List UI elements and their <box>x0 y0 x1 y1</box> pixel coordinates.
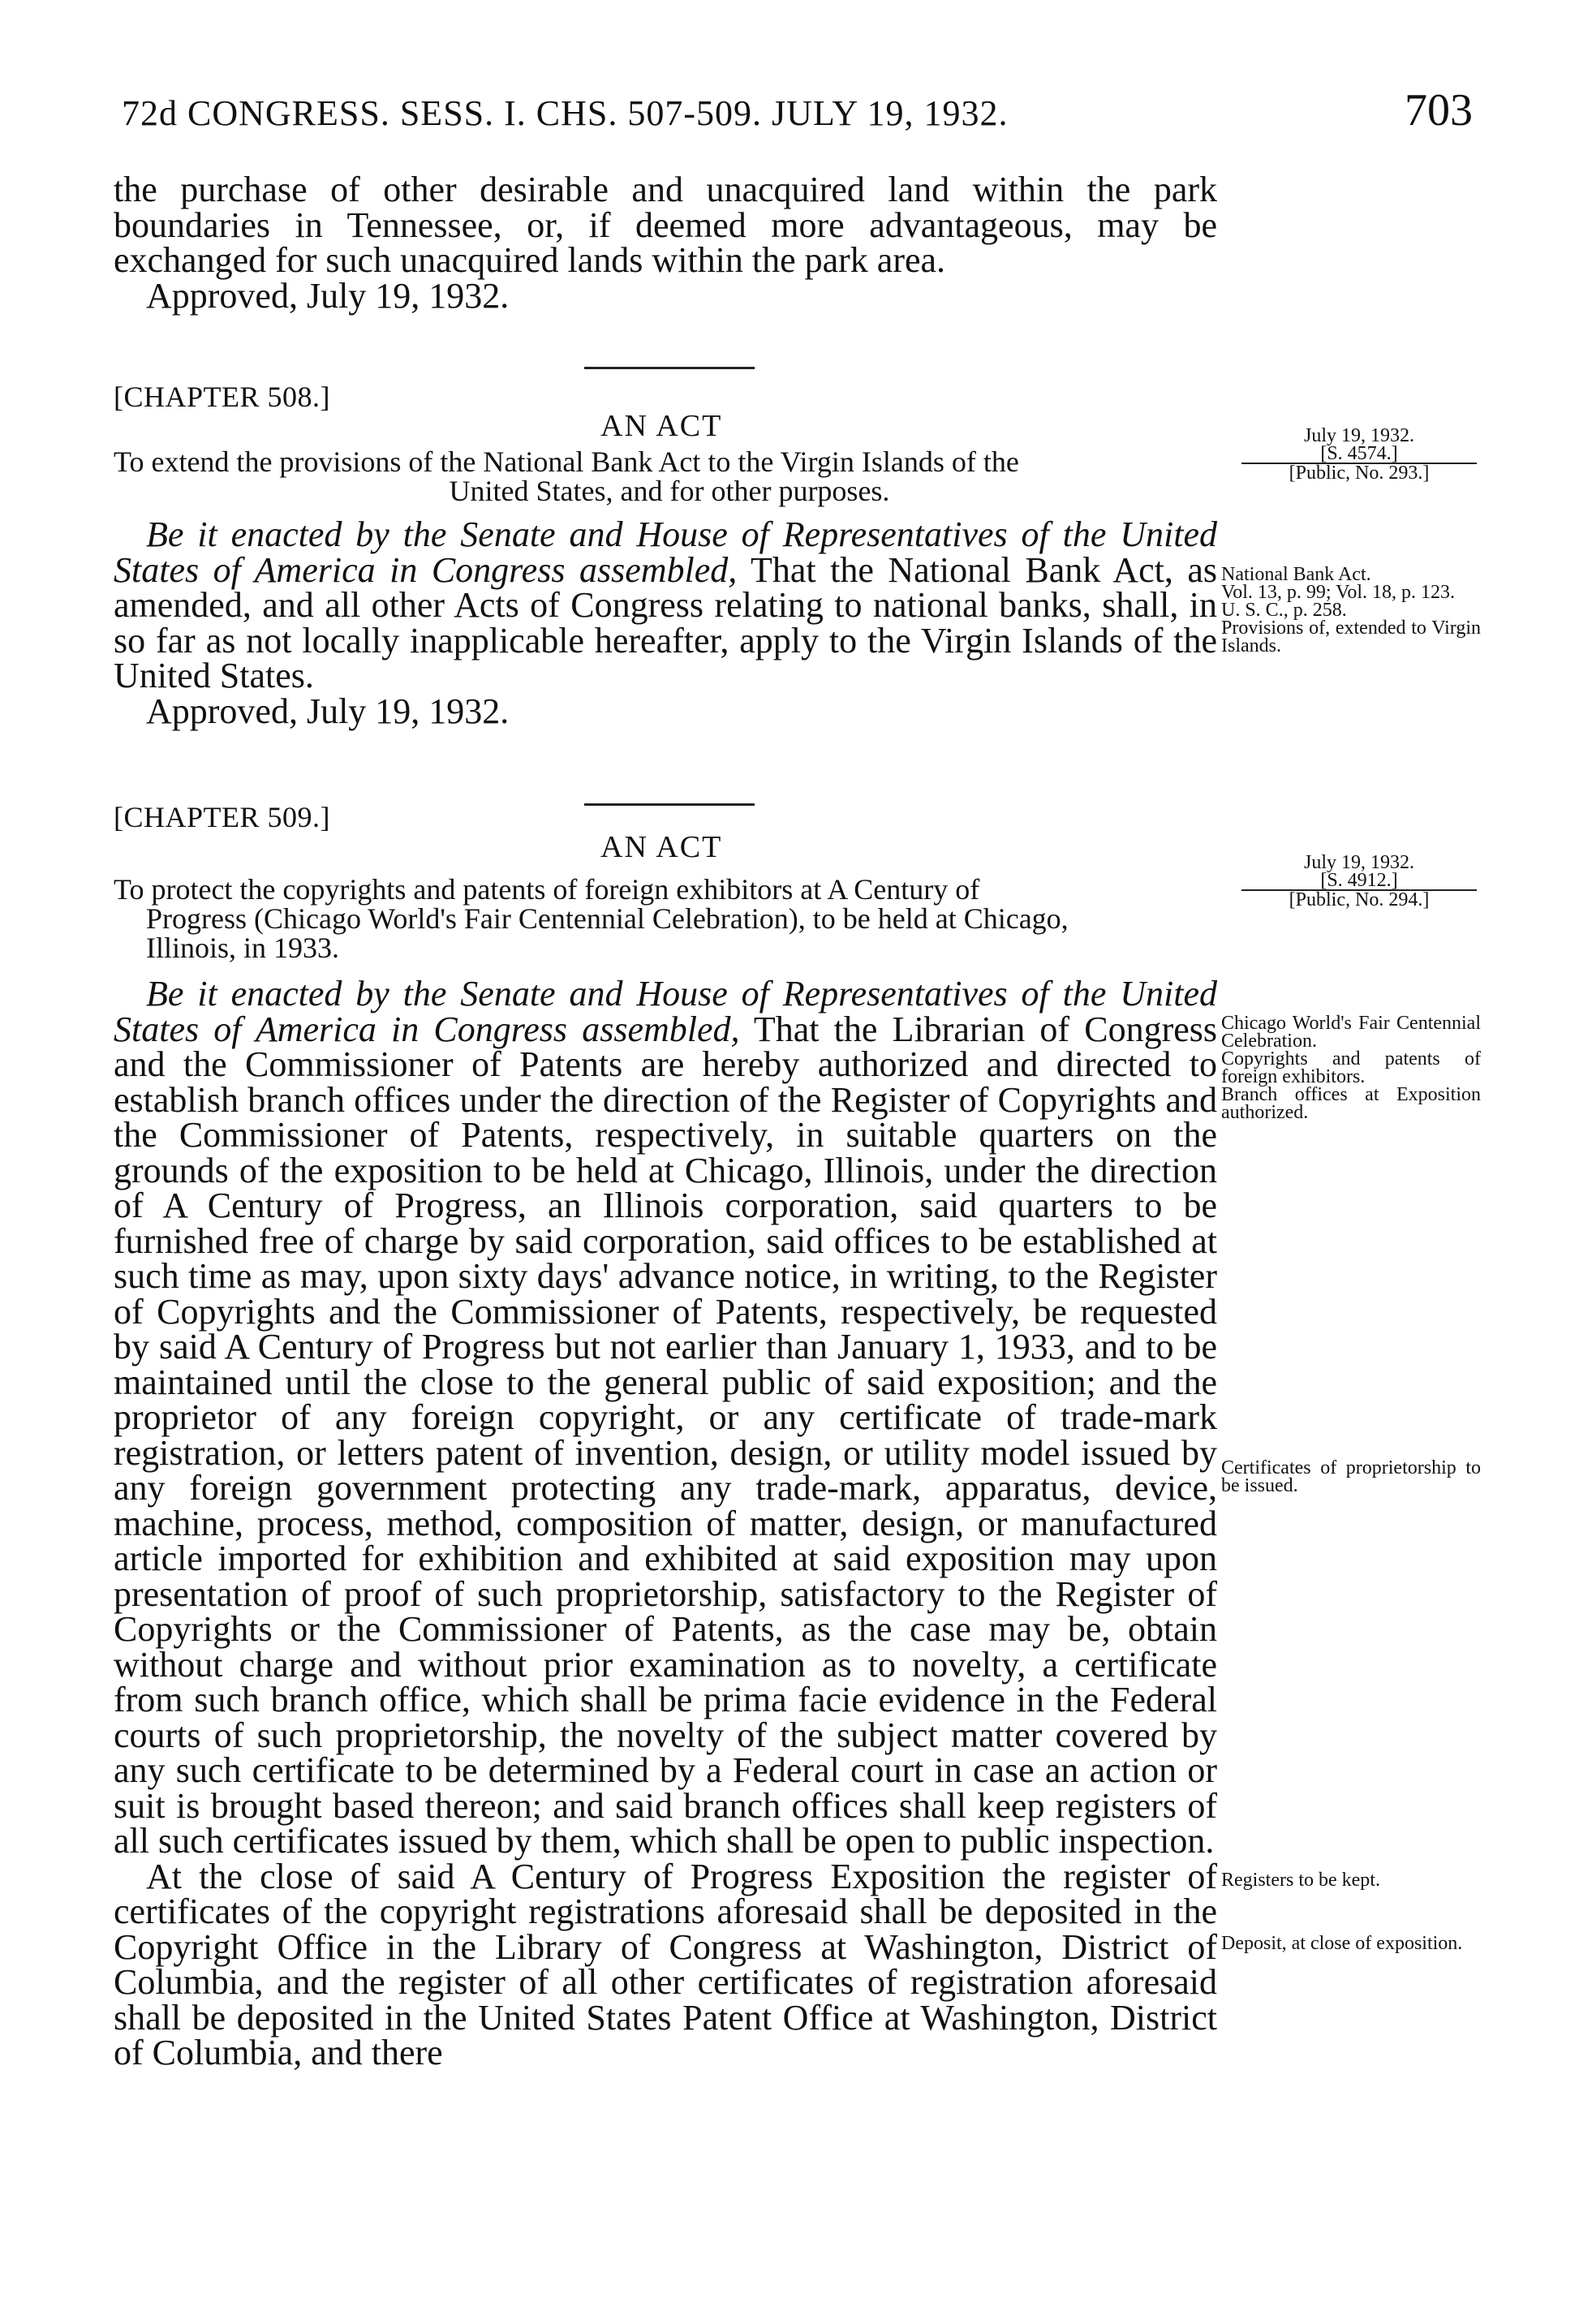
ref-508-bill: [S. 4574.] <box>1241 445 1477 464</box>
margin-note: U. S. C., p. 258. <box>1221 600 1347 621</box>
margin-note-certificates: Certificates of proprietorship to be issued. <box>1221 1457 1481 1496</box>
an-act-508: AN ACT <box>600 409 723 443</box>
ref-509-bill: [S. 4912.] <box>1241 872 1477 891</box>
margin-note: Chicago World's Fair Centennial Celebration. <box>1221 1013 1481 1052</box>
enacting-clause-509: Be it enacted by the Senate and House of Representatives of the United States of America in Congress assembled, <box>114 974 1217 1049</box>
enactment-508 <box>114 514 1217 695</box>
title-509-line-2: Progress (Chicago World's Fair Centennial Celebration), to be held at Chicago, <box>146 902 1069 935</box>
chapter-508-heading: [CHAPTER 508.] <box>114 381 330 413</box>
running-header <box>122 81 1473 146</box>
enacting-clause-508: Be it enacted by the Senate and House of Representatives of the United States of America in Congress assembled, <box>114 514 1217 590</box>
title-508-line-2: United States, and for other purposes. <box>449 475 890 507</box>
ref-508-public: [Public, No. 293.] <box>1289 463 1430 484</box>
ref-box-509 <box>1241 854 1477 909</box>
margin-note-deposit: Deposit, at close of exposition. <box>1221 1933 1463 1954</box>
body-508 <box>114 514 1217 731</box>
body-text-509: That the Librarian of Congress and the Commissioner of Patents are hereby authorized and directed to establish branch offices under the direction of the Register of Copyrights and the Commissioner of Patents, respectively, in suitable quarters on the grounds of the exposition to be held at Chicago, Illinois, under the direction of A Century of Progress, an Illinois corporation, said quarters to be furnished free of charge by said corporation, said offices to be established at such time as may, upon sixty days' advance notice, in writing, to the Register of Copyrights and the Commissioner of Patents, respectively, be requested by said A Century of Progress but not earlier than January 1, 1933, and to be maintained until the close to the general public of said exposition; and the proprietor of any foreign copyright, or any certificate of trade-mark registration, or letters patent of invention, design, or utility model issued by any foreign government protecting any trade-mark, apparatus, device, machine, process, method, composition of matter, design, or manufactured article imported for exhibition and exhibited at said exposition may upon presentation of proof of such proprietorship, satisfactory to the Register of Copyrights or the Commissioner of Patents, as the case may be, obtain without charge and without prior examination as to novelty, a certificate from such branch office, which shall be prima facie evidence in the Federal courts of such proprietorship, the novelty of the subject matter covered by any such certificate to be determined by a Federal court in case an action or suit is brought based thereon; and said branch offices shall keep registers of all such certificates issued by them, which shall be open to public inspection. <box>114 1009 1217 1861</box>
margin-notes-508 <box>1221 566 1481 655</box>
margin-note: Vol. 13, p. 99; Vol. 18, p. 123. <box>1221 582 1456 603</box>
chapter-507-continuation <box>114 172 1217 314</box>
margin-notes-509-a <box>1221 1014 1481 1121</box>
ref-508-date: July 19, 1932. <box>1303 425 1414 446</box>
margin-note: Copyrights and patents of foreign exhibitors. <box>1221 1048 1481 1087</box>
chapter-509-heading: [CHAPTER 509.] <box>114 801 330 833</box>
title-509-line-3: Illinois, in 1933. <box>146 932 340 964</box>
title-509-line-1: To protect the copyrights and patents of foreign exhibitors at A Century of <box>114 873 980 906</box>
margin-note-registers: Registers to be kept. <box>1221 1870 1380 1891</box>
ref-509-date: July 19, 1932. <box>1303 852 1414 873</box>
page-number: 703 <box>1405 85 1473 136</box>
body-509 <box>114 976 1217 2071</box>
continuation-text: the purchase of other desirable and unacquired land within the park boundaries in Tennessee, or, if deemed more advantageous, may be exchanged for such unacquired lands within the park area. <box>114 170 1217 280</box>
title-509 <box>114 875 1225 962</box>
body-text-509-part-2: At the close of said A Century of Progress Exposition the register of certificates of the copyright registrations aforesaid shall be deposited in the Copyright Office in the Library of Congress at Washington, District of Columbia, and the register of all other certificates of registration aforesaid shall be deposited in the United States Patent Office at Washington, District of Columbia, and there <box>114 1856 1217 2072</box>
title-508 <box>114 447 1225 506</box>
running-head: 72d CONGRESS. SESS. I. CHS. 507-509. JULY 19, 1932. <box>122 93 1009 133</box>
body-text-508: That the National Bank Act, as amended, and all other Acts of Congress relating to national banks, shall, in so far as not locally inapplicable hereafter, apply to the Virgin Islands of the United States. <box>114 549 1217 695</box>
ref-box-508 <box>1241 427 1477 482</box>
an-act-509: AN ACT <box>600 830 723 864</box>
title-508-line-1: To extend the provisions of the National Bank Act to the Virgin Islands of the <box>114 445 1019 478</box>
divider-rule <box>584 367 755 369</box>
margin-note: National Bank Act. <box>1221 564 1371 585</box>
approval-line: Approved, July 19, 1932. <box>146 275 510 316</box>
margin-note: Provisions of, extended to Virgin Islands. <box>1221 618 1481 656</box>
ref-509-public: [Public, No. 294.] <box>1289 889 1430 910</box>
divider-rule <box>584 803 755 806</box>
margin-note: Branch offices at Exposition authorized. <box>1221 1084 1481 1123</box>
enactment-509 <box>114 976 1217 1859</box>
approval-line-508: Approved, July 19, 1932. <box>146 691 510 731</box>
